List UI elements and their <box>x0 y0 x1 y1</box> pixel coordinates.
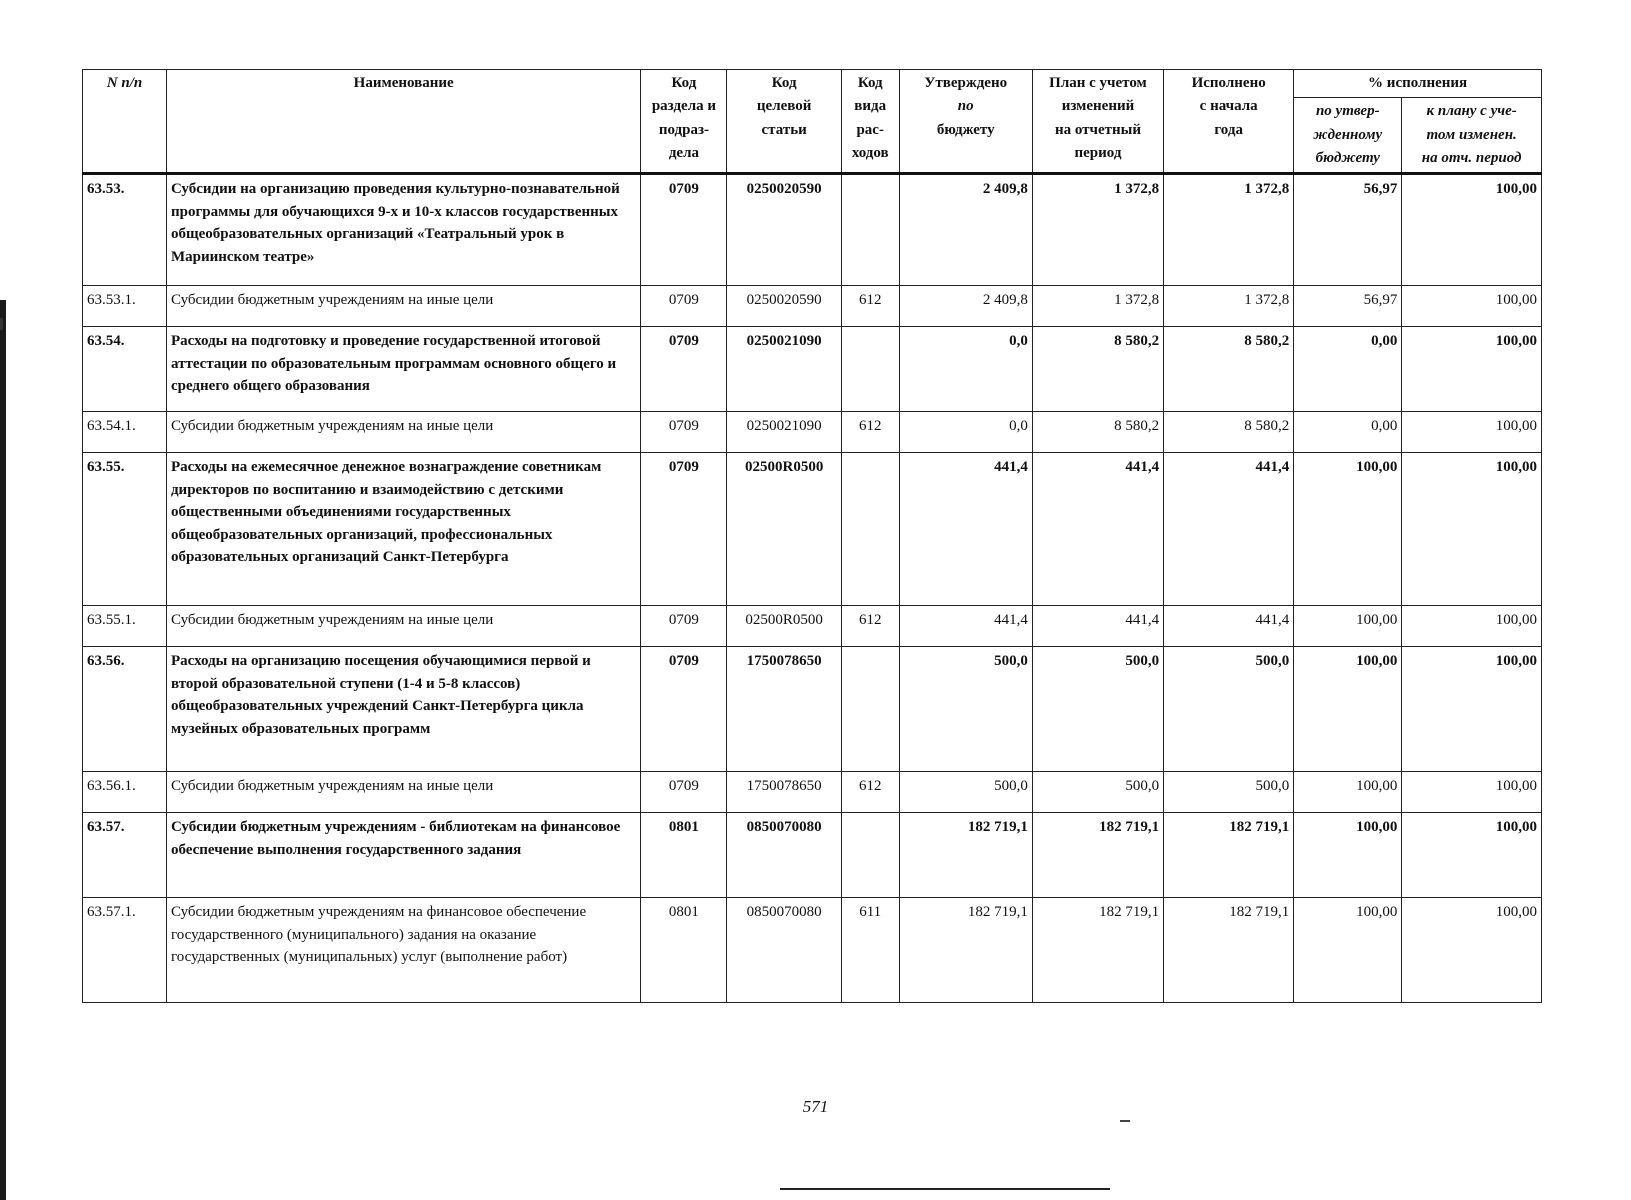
row-pct-plan: 100,00 <box>1402 606 1542 647</box>
row-expense-code: 612 <box>841 412 899 453</box>
row-pct-plan: 100,00 <box>1402 327 1542 412</box>
row-target-code: 0850070080 <box>727 813 841 898</box>
table-row <box>83 813 1542 898</box>
header-line: вида <box>854 98 887 115</box>
row-section-code: 0709 <box>641 606 727 647</box>
header-line: бюджету <box>936 121 995 138</box>
header-line: по утвер- <box>1315 103 1380 120</box>
scan-speck <box>1120 1120 1130 1122</box>
header-expense-code <box>841 70 899 174</box>
header-plan <box>1032 70 1163 174</box>
row-num: 63.54.1. <box>83 412 167 453</box>
table-row <box>83 898 1542 1003</box>
row-approved: 441,4 <box>899 453 1032 606</box>
header-line: Утверждено <box>924 75 1008 91</box>
header-line: Код <box>771 75 797 91</box>
row-name: Субсидии бюджетным учреждениям на иные цели <box>166 772 640 813</box>
table-header <box>83 70 1542 174</box>
row-section-code: 0709 <box>641 327 727 412</box>
row-target-code: 1750078650 <box>727 772 841 813</box>
row-executed: 500,0 <box>1164 772 1294 813</box>
row-plan: 441,4 <box>1032 453 1163 606</box>
header-line: План с учетом <box>1049 75 1147 91</box>
table-row <box>83 412 1542 453</box>
row-executed: 8 580,2 <box>1164 327 1294 412</box>
row-pct-budget: 100,00 <box>1294 772 1402 813</box>
row-target-code: 0250020590 <box>727 174 841 286</box>
row-approved: 182 719,1 <box>899 898 1032 1003</box>
row-pct-plan: 100,00 <box>1402 412 1542 453</box>
table-row <box>83 453 1542 606</box>
header-name: Наименование <box>166 70 640 174</box>
row-approved: 182 719,1 <box>899 813 1032 898</box>
header-line: по <box>957 98 974 115</box>
header-line: на отчетный <box>1054 121 1141 138</box>
row-expense-code <box>841 327 899 412</box>
row-executed: 500,0 <box>1164 647 1294 772</box>
page-number: 571 <box>802 1097 829 1116</box>
row-expense-code: 612 <box>841 606 899 647</box>
header-line: статьи <box>761 121 807 138</box>
row-executed: 8 580,2 <box>1164 412 1294 453</box>
header-line: ходов <box>851 144 889 161</box>
row-target-code: 1750078650 <box>727 647 841 772</box>
header-executed <box>1164 70 1294 174</box>
row-plan: 8 580,2 <box>1032 412 1163 453</box>
row-section-code: 0801 <box>641 898 727 1003</box>
table-row <box>83 174 1542 286</box>
header-line: бюджету <box>1315 149 1380 166</box>
header-line: том изменен. <box>1426 126 1517 143</box>
header-line: раздела и <box>651 98 716 115</box>
row-pct-budget: 100,00 <box>1294 898 1402 1003</box>
row-approved: 500,0 <box>899 647 1032 772</box>
row-pct-budget: 100,00 <box>1294 453 1402 606</box>
row-name: Расходы на ежемесячное денежное вознаграждение советникам директоров по воспитанию и взаимодействию с детскими общественными объединениями государственных общеобразовательных организаций, профессиональных образовательных организаций Санкт-Петербурга <box>166 453 640 606</box>
row-section-code: 0709 <box>641 174 727 286</box>
row-pct-budget: 0,00 <box>1294 327 1402 412</box>
header-line: года <box>1214 121 1243 138</box>
header-line: изменений <box>1061 98 1135 115</box>
row-pct-plan: 100,00 <box>1402 286 1542 327</box>
row-pct-budget: 100,00 <box>1294 606 1402 647</box>
row-num: 63.57.1. <box>83 898 167 1003</box>
table-row <box>83 286 1542 327</box>
header-pct-plan <box>1402 98 1542 174</box>
scan-edge <box>0 300 6 1200</box>
row-name: Расходы на организацию посещения обучающимися первой и второй образовательной ступени (1-4 и 5-8 классов) общеобразовательных учреждений Санкт-Петербурга цикла музейных образовательных программ <box>166 647 640 772</box>
row-target-code: 02500R0500 <box>727 453 841 606</box>
row-section-code: 0709 <box>641 647 727 772</box>
header-line: к плану с уче- <box>1426 103 1517 120</box>
row-section-code: 0709 <box>641 772 727 813</box>
row-section-code: 0801 <box>641 813 727 898</box>
row-pct-budget: 100,00 <box>1294 647 1402 772</box>
row-plan: 1 372,8 <box>1032 286 1163 327</box>
row-num: 63.55.1. <box>83 606 167 647</box>
row-name: Субсидии бюджетным учреждениям - библиотекам на финансовое обеспечение выполнения государственного задания <box>166 813 640 898</box>
row-num: 63.53. <box>83 174 167 286</box>
row-approved: 500,0 <box>899 772 1032 813</box>
footer-rule <box>780 1188 1110 1190</box>
header-line: период <box>1074 144 1122 161</box>
row-target-code: 02500R0500 <box>727 606 841 647</box>
row-approved: 0,0 <box>899 327 1032 412</box>
header-line: с начала <box>1199 98 1258 115</box>
row-num: 63.56.1. <box>83 772 167 813</box>
row-plan: 182 719,1 <box>1032 813 1163 898</box>
row-pct-plan: 100,00 <box>1402 453 1542 606</box>
header-approved <box>899 70 1032 174</box>
header-pct-budget <box>1294 98 1402 174</box>
row-name: Субсидии бюджетным учреждениям на финансовое обеспечение государственного (муниципального) задания на оказание государственных (муниципальных) услуг (выполнение работ) <box>166 898 640 1003</box>
header-line: Код <box>671 75 697 91</box>
row-pct-plan: 100,00 <box>1402 174 1542 286</box>
row-executed: 1 372,8 <box>1164 174 1294 286</box>
row-expense-code <box>841 647 899 772</box>
header-line: жденному <box>1313 126 1383 143</box>
row-name: Субсидии на организацию проведения культурно-познавательной программы для обучающихся 9-х и 10-х классов государственных общеобразовательных организаций «Театральный урок в Мариинском театре» <box>166 174 640 286</box>
row-plan: 8 580,2 <box>1032 327 1163 412</box>
row-num: 63.57. <box>83 813 167 898</box>
row-pct-budget: 0,00 <box>1294 412 1402 453</box>
row-executed: 182 719,1 <box>1164 898 1294 1003</box>
table-row <box>83 647 1542 772</box>
row-section-code: 0709 <box>641 412 727 453</box>
row-approved: 0,0 <box>899 412 1032 453</box>
row-expense-code: 612 <box>841 286 899 327</box>
row-expense-code: 612 <box>841 772 899 813</box>
row-plan: 500,0 <box>1032 647 1163 772</box>
row-expense-code <box>841 453 899 606</box>
row-expense-code: 611 <box>841 898 899 1003</box>
row-target-code: 0250020590 <box>727 286 841 327</box>
row-target-code: 0250021090 <box>727 412 841 453</box>
row-pct-plan: 100,00 <box>1402 647 1542 772</box>
header-line: целевой <box>756 98 812 115</box>
row-pct-plan: 100,00 <box>1402 772 1542 813</box>
row-pct-budget: 100,00 <box>1294 813 1402 898</box>
row-expense-code <box>841 813 899 898</box>
row-num: 63.56. <box>83 647 167 772</box>
row-num: 63.55. <box>83 453 167 606</box>
row-section-code: 0709 <box>641 286 727 327</box>
table-row <box>83 606 1542 647</box>
table-row <box>83 772 1542 813</box>
header-line: рас- <box>856 121 884 138</box>
row-target-code: 0850070080 <box>727 898 841 1003</box>
row-pct-plan: 100,00 <box>1402 898 1542 1003</box>
row-executed: 182 719,1 <box>1164 813 1294 898</box>
row-plan: 182 719,1 <box>1032 898 1163 1003</box>
row-name: Субсидии бюджетным учреждениям на иные цели <box>166 412 640 453</box>
row-num: 63.54. <box>83 327 167 412</box>
row-executed: 441,4 <box>1164 453 1294 606</box>
table-row <box>83 327 1542 412</box>
row-pct-budget: 56,97 <box>1294 174 1402 286</box>
header-line: Исполнено <box>1191 75 1266 91</box>
row-approved: 441,4 <box>899 606 1032 647</box>
header-line: на отч. период <box>1421 149 1522 166</box>
row-plan: 500,0 <box>1032 772 1163 813</box>
header-line: дела <box>668 144 699 161</box>
row-pct-plan: 100,00 <box>1402 813 1542 898</box>
row-plan: 1 372,8 <box>1032 174 1163 286</box>
row-expense-code <box>841 174 899 286</box>
header-percent-group: % исполнения <box>1294 70 1542 98</box>
header-target-code <box>727 70 841 174</box>
row-section-code: 0709 <box>641 453 727 606</box>
row-executed: 1 372,8 <box>1164 286 1294 327</box>
budget-execution-table <box>82 69 1542 1003</box>
header-section-code <box>641 70 727 174</box>
row-approved: 2 409,8 <box>899 174 1032 286</box>
row-name: Субсидии бюджетным учреждениям на иные цели <box>166 606 640 647</box>
row-num: 63.53.1. <box>83 286 167 327</box>
header-line: подраз- <box>658 121 709 138</box>
row-target-code: 0250021090 <box>727 327 841 412</box>
row-approved: 2 409,8 <box>899 286 1032 327</box>
row-plan: 441,4 <box>1032 606 1163 647</box>
table-body <box>83 174 1542 1003</box>
row-name: Расходы на подготовку и проведение государственной итоговой аттестации по образовательным программам основного общего и среднего общего образования <box>166 327 640 412</box>
scan-mark <box>0 318 3 330</box>
header-line: Код <box>857 75 883 91</box>
header-num: N п/п <box>83 70 167 174</box>
row-executed: 441,4 <box>1164 606 1294 647</box>
row-name: Субсидии бюджетным учреждениям на иные цели <box>166 286 640 327</box>
row-pct-budget: 56,97 <box>1294 286 1402 327</box>
